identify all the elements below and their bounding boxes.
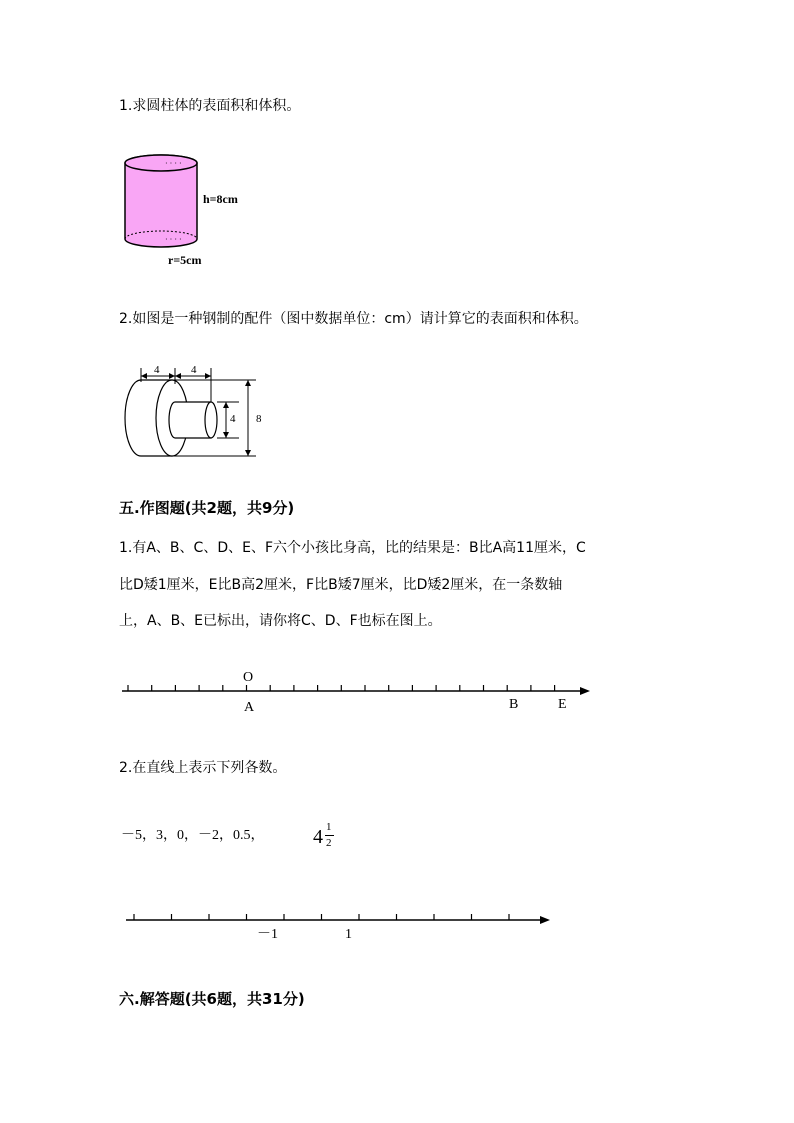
q1-text: 1.求圆柱体的表面积和体积。 xyxy=(119,98,301,114)
cylinder-figure xyxy=(118,150,258,280)
dim-inner: 4 xyxy=(230,413,236,425)
mixed-whole: 4 xyxy=(313,826,323,848)
small-cylinder-front xyxy=(205,402,217,438)
number-line-1 xyxy=(120,666,600,716)
dim-right: 4 xyxy=(191,364,197,376)
label-neg1: －1 xyxy=(257,927,278,942)
svg-text:· · · ·: · · · · xyxy=(165,159,182,168)
label-E: E xyxy=(558,697,567,712)
number-line-2 xyxy=(124,910,564,950)
mixed-denominator: 2 xyxy=(326,837,332,849)
s5q1-line3: 上，A、B、E已标出，请你将C、D、F也标在图上。 xyxy=(119,613,442,629)
svg-text:· · · ·: · · · · xyxy=(165,235,182,244)
label-A: A xyxy=(244,700,255,715)
height-label: h=8cm xyxy=(203,192,238,206)
s5q2-text: 2.在直线上表示下列各数。 xyxy=(119,760,287,776)
number-line-2-ticks xyxy=(134,914,509,920)
dim-outer: 8 xyxy=(256,413,262,425)
label-pos1: 1 xyxy=(345,927,352,942)
label-O: O xyxy=(243,670,254,685)
s5q1-line2: 比D矮1厘米，E比B高2厘米，F比B矮7厘米，比D矮2厘米，在一条数轴 xyxy=(119,577,563,593)
mixed-numerator: 1 xyxy=(326,821,332,833)
label-B: B xyxy=(509,697,519,712)
dim-left: 4 xyxy=(154,364,160,376)
steel-part-figure xyxy=(118,360,278,460)
radius-label: r=5cm xyxy=(168,253,202,267)
numbers-list: －5，3，0，－2，0.5， xyxy=(121,828,265,843)
section5-title: 五.作图题(共2题，共9分) xyxy=(119,499,295,517)
cylinder-top xyxy=(125,155,197,171)
number-line-1-ticks xyxy=(128,685,555,691)
s5q1-line1: 1.有A、B、C、D、E、F六个小孩比身高，比的结果是：B比A高11厘米，C xyxy=(119,540,586,556)
section6-title: 六.解答题(共6题，共31分) xyxy=(119,990,305,1008)
q2-text: 2.如图是一种钢制的配件（图中数据单位：cm）请计算它的表面积和体积。 xyxy=(119,311,588,327)
